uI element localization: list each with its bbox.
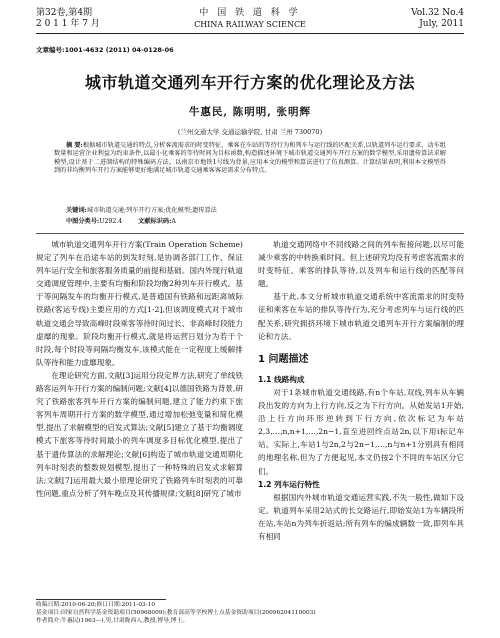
header-right	[411, 8, 464, 30]
volume-issue-en: Vol.32 No.4	[411, 8, 464, 18]
intro-paragraph-3: 轨道交通网络中不同线路之间的列车衔接问题,以尽可能减少乘客的中转换乘时间。但上述研究均没有考虑客流需求的时变特征、乘客的排队等待,以及列车和运行线的匹配等问题。	[258, 240, 464, 289]
subsection-heading-1-1: 1.1 线路构成	[258, 374, 305, 384]
received-date: 收稿日期:2010-06-20;修订日期:2011-03-10	[36, 602, 156, 608]
classification-value: U292.4	[99, 218, 123, 225]
intro-paragraph-4: 基于此,本文分析城市轨道交通系统中客流需求的时变特征和乘客在车站的排队等待行为,充分考虑列车与运行线的匹配关系,研究拥挤环境下城市轨道交通列车开行方案编制的理论和方法。	[258, 292, 464, 341]
publication-date-cn: 2 0 1 1 年 7 月	[36, 19, 100, 29]
abstract	[54, 142, 446, 175]
section-1-2-paragraph: 根据国内外城市轨道交通运营实践,不失一般性,做如下设定。轨道列车采用2站式的长交路运行,即始发站1为车辆段所在站,车站n为列车折返站;所有列车的编成辆数一致,即列车具有相同	[258, 492, 464, 541]
fund-info: 基金项目:国家自然科学基金资助项目(50968009);教育部高等学校博士点基金资助项目(20096204110003)	[36, 609, 316, 616]
classification-line	[54, 218, 446, 226]
right-column	[258, 238, 464, 543]
keywords-text: 城市轨道交通;列车开行方案;优化模型;遗传算法	[86, 207, 217, 214]
author-list: 牛惠民, 陈明明, 张明辉	[188, 106, 312, 118]
document-code-value: A	[171, 218, 176, 225]
header-center	[150, 8, 350, 30]
author-bio: 作者简介:牛惠民(1963—),男,甘肃陇西人,教授,博导,博士。	[36, 617, 189, 624]
author-affiliation: (兰州交通大学 交通运输学院, 甘肃 兰州 730070)	[177, 128, 323, 136]
header-rule	[36, 33, 464, 34]
abstract-rule	[36, 233, 464, 234]
classification-label: 中图分类号:	[66, 218, 100, 225]
journal-name-en: CHINA RAILWAY SCIENCE	[194, 20, 306, 29]
section-1-1-paragraph: 对于1条城市轨道交通线路,有n个车站,双线,列车从车辆段出发的方向为上行方向,反之为下行方向。从始发站1开始,沿上行方向环形逆转到下行方向,依次标记为车站2,3,…,n,n+1,…,2n−1,直至进回终点站2n,以下用i标记车站。实际上,车站1与2n,2与2n−1,…,n与n+1分别具有相同的地理名称,但为了方便起见,本文仍按2个不同的车站区分它们。	[258, 387, 464, 476]
header-left	[36, 8, 100, 30]
document-code-label: 文献标识码:	[138, 218, 172, 225]
journal-name-cn: 中 国 铁 道 科 学	[199, 8, 301, 18]
intro-paragraph-1: 城市轨道交通列车开行方案(Train Operation Scheme)规定了列车在沿途车站的到发时刻,是协调各部门工作、保证列车运行安全和旅客服务质量的前提和基础。国内外现行轨道交通调度管理中,主要有均衡和阶段均衡2种列车开行模式。基于等间隔发车的均衡开行模式,是普通国有铁路和远距离城际铁路(客运专线)主要应用的方式[1-2],但该调度模式对于城市轨道交通会导致高峰时段乘客等待时间过长、非高峰时段能力虚靡的现象。阶段均衡开行模式,就是将运营日划分为若干个时段,每个时段等间隔均衡发车,该模式能在一定程度上缓解排队等待和能力虚靡现象。	[36, 240, 243, 367]
abstract-text: 根据城市轨道交通的特点,分析客流需求的时变特征、乘客在车站的等待行为和列车与运行线的匹配关系,以轨道列车运行要求、动车组数量和运营企业利益为约束条件,以最小化乘客的等待时间为目标函数,构造描述环境下城市轨道交通列车开行方案的数学模型,采用遗传算法求解模型,设计基于二进制结构的特殊编码方法。以南京市地铁1号线为背景,应用本文的模型和算法进行了仿真测算。计算结果表明,利用本文模型得到的非均衡列车开行方案能够更好地满足城市轨道交通乘客客运需求分布特点。	[54, 142, 446, 174]
subsection-heading-1-2: 1.2 列车运行特性	[258, 479, 320, 489]
keywords-label: 关键词:	[66, 207, 87, 214]
keywords-line	[54, 207, 446, 215]
section-heading-1: 1 问题描述	[258, 353, 309, 365]
left-column	[36, 238, 243, 500]
footnote-rule	[36, 599, 166, 600]
footnote	[36, 602, 464, 625]
article-title: 城市轨道交通列车开行方案的优化理论及方法	[84, 73, 415, 92]
publication-date-en: July, 2011	[419, 19, 464, 29]
intro-paragraph-2: 在理论研究方面,文献[3]运用分段定界方法,研究了单线铁路客运列车开行方案的编制问题;文献[4]以德国铁路为背景,研究了铁路旅客列车开行方案的编制问题,建立了能力约束下旅客列车周期开行方案的数学模型,通过增加松弛变量和简化模型,提出了求解模型的启发式算法;文献[5]建立了基于均衡调度模式下旅客等待时间最小的列车调度多目标优化模型,提出了基于遗传算法的求解理论;文献[6]构造了城市轨道交通周期化列车时刻表的整数规划模型,提出了一种特殊的启发式求解算法;文献[7]运用最大最小原理论研究了铁路列车时刻表的可靠性问题,重点分析了列车晚点及其传播规律;文献[8]研究了城市	[36, 370, 243, 498]
abstract-label: 摘 要:	[66, 142, 83, 149]
article-number: 文章编号:1001-4632 (2011) 04-0128-06	[36, 46, 174, 54]
volume-issue-cn: 第32卷,第4期	[36, 8, 93, 18]
